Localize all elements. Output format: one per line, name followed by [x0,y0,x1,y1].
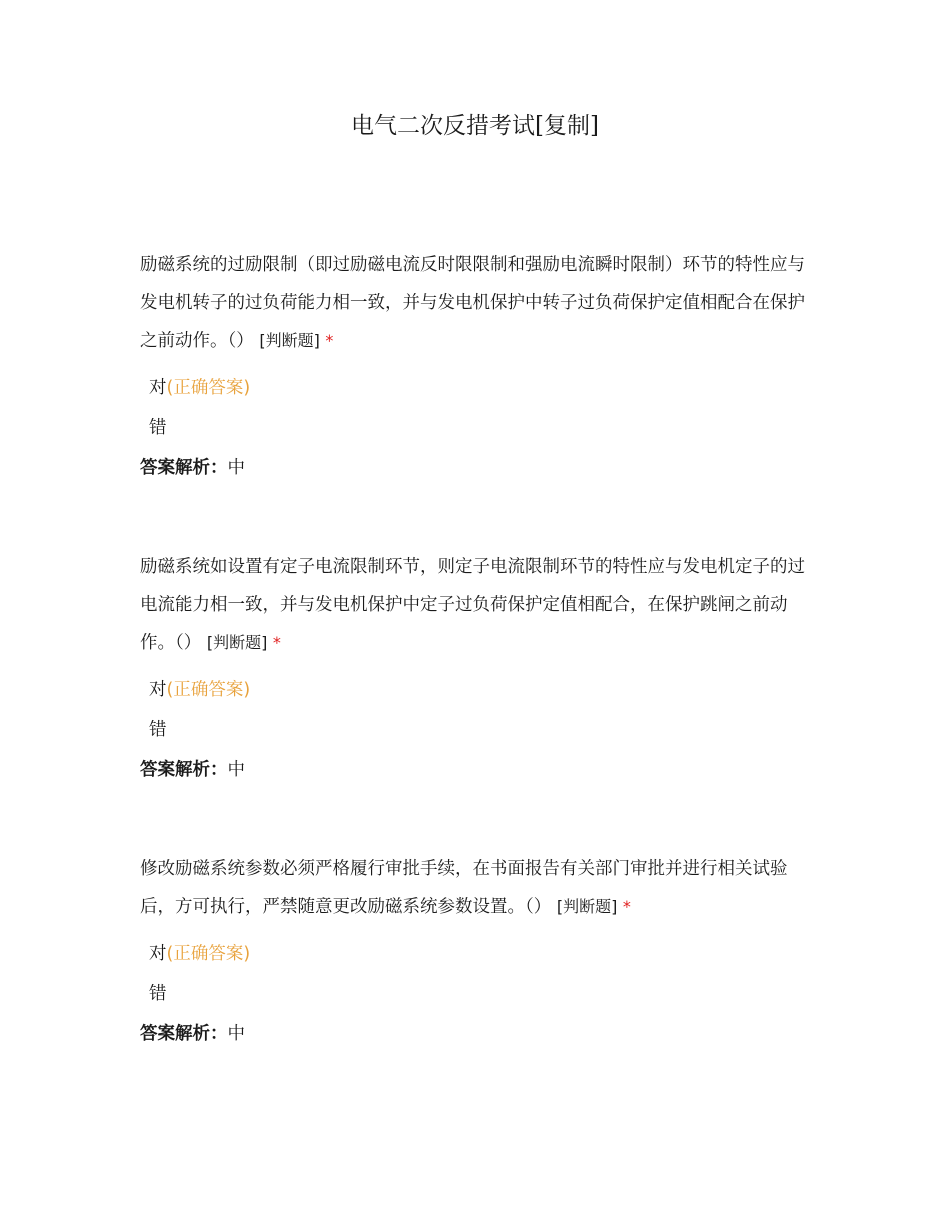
analysis-label: 答案解析： [140,458,228,478]
question-stem [140,850,816,926]
required-mark: * [325,331,334,350]
analysis-value: 中 [227,760,245,780]
option-label: 对 [149,944,167,964]
required-mark: * [272,633,281,652]
answer-analysis [140,456,816,480]
option-label: 对 [149,378,167,398]
correct-answer-tag: (正确答案) [166,378,251,398]
correct-answer-tag: (正确答案) [166,944,251,964]
option-true[interactable] [149,678,816,702]
option-label: 错 [149,720,167,740]
question-text: 励磁系统如设置有定子电流限制环节，则定子电流限制环节的特性应与发电机定子的过电流能力相一致，并与发电机保护中定子过负荷保护定值相配合，在保护跳闸之前动作。（） [140,557,805,653]
question-text: 励磁系统的过励限制（即过励磁电流反时限限制和强励电流瞬时限制）环节的特性应与发电机转子的过负荷能力相一致，并与发电机保护中转子过负荷保护定值相配合在保护之前动作。（） [140,255,805,351]
option-false[interactable] [149,416,816,440]
question-stem [140,548,816,662]
answer-analysis [140,1022,816,1046]
option-label: 错 [149,984,167,1004]
analysis-label: 答案解析： [140,760,228,780]
option-false[interactable] [149,718,816,742]
question-text: 修改励磁系统参数必须严格履行审批手续，在书面报告有关部门审批并进行相关试验后，方可执行，严禁随意更改励磁系统参数设置。（） [140,859,788,917]
answer-analysis [140,758,816,782]
option-false[interactable] [149,982,816,1006]
option-label: 错 [149,418,167,438]
analysis-label: 答案解析： [140,1024,228,1044]
analysis-value: 中 [227,458,245,478]
question-type: [判断题] [556,897,618,916]
required-mark: * [622,897,631,916]
question-1 [140,246,816,480]
correct-answer-tag: (正确答案) [166,680,251,700]
option-label: 对 [149,680,167,700]
analysis-value: 中 [227,1024,245,1044]
question-2 [140,548,816,782]
option-true[interactable] [149,942,816,966]
question-type: [判断题] [206,633,268,652]
option-true[interactable] [149,376,816,400]
question-stem [140,246,816,360]
question-type: [判断题] [259,331,320,350]
page-title: 电气二次反措考试[复制] [351,113,599,139]
question-3 [140,850,816,1046]
